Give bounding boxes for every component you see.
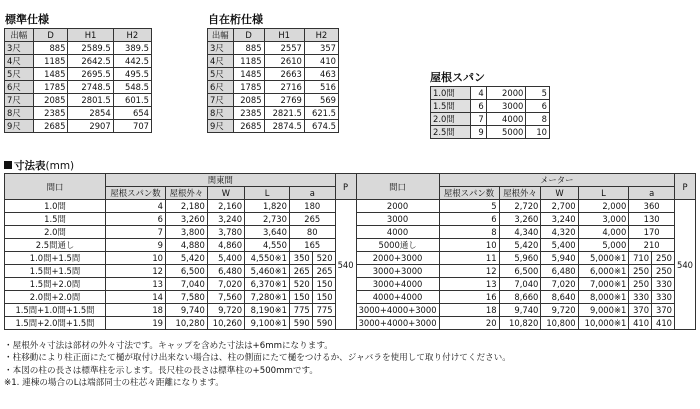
row-label: 9尺 [5, 120, 34, 133]
kanto-maguchi: 1.5間+1.0間+1.5間 [5, 304, 106, 317]
meter-cell: 9,000※1 [578, 304, 629, 317]
kanto-cell: 7,040 [166, 278, 208, 291]
table-cell: 410 [304, 55, 338, 68]
meter-cell: 9,740 [499, 304, 541, 317]
table-cell: 2907 [68, 120, 113, 133]
dimension-unit: (mm) [45, 160, 75, 172]
row-label: 3尺 [5, 42, 34, 55]
column-header: H1 [68, 29, 113, 42]
meter-cell: 170 [629, 226, 675, 239]
kanto-header: 関東間 [106, 174, 336, 187]
kanto-cell: 7,560 [207, 291, 244, 304]
table-cell: 2000 [486, 87, 526, 100]
meter-cell: 330 [652, 291, 675, 304]
roof-span-table [430, 86, 550, 139]
meter-cell: 10 [439, 239, 499, 252]
row-label: 3尺 [208, 42, 234, 55]
kanto-col-header: 屋根外々 [166, 187, 208, 200]
roof-span-title: 屋根スパン [430, 71, 485, 84]
kanto-cell: 3,260 [166, 213, 208, 226]
meter-cell: 2,720 [499, 200, 541, 213]
meter-cell: 6,480 [541, 265, 578, 278]
kanto-col-header: W [207, 187, 244, 200]
meter-maguchi: 2000+3000 [356, 252, 439, 265]
meter-cell: 360 [629, 200, 675, 213]
table-cell: 2085 [33, 94, 68, 107]
table-cell: 601.5 [113, 94, 151, 107]
meter-cell: 11 [439, 252, 499, 265]
kanto-cell: 12 [106, 265, 166, 278]
meter-cell: 3,260 [499, 213, 541, 226]
table-cell: 495.5 [113, 68, 151, 81]
table-cell: 2610 [264, 55, 304, 68]
kanto-cell: 4,550 [245, 239, 290, 252]
row-label: 2.5間 [431, 126, 471, 139]
kanto-cell: 2,730 [245, 213, 290, 226]
meter-cell: 5,400 [541, 239, 578, 252]
table-cell: 3000 [486, 100, 526, 113]
meter-cell: 7,000※1 [578, 278, 629, 291]
table-row [208, 81, 339, 94]
kanto-cell: 150 [312, 278, 335, 291]
meter-cell: 370 [652, 304, 675, 317]
table-cell: 885 [33, 42, 68, 55]
meter-cell: 2,700 [541, 200, 578, 213]
meter-cell: 7,020 [541, 278, 578, 291]
meter-maguchi: 3000 [356, 213, 439, 226]
meter-col-header: L [578, 187, 629, 200]
meter-cell: 250 [652, 265, 675, 278]
meter-header: メーター [439, 174, 674, 187]
dimension-table-title [4, 158, 74, 173]
note-line: ・屋根外々寸法は部材の外々寸法です。キャップを含めた寸法は+6mmになります。 [4, 341, 333, 351]
kanto-maguchi: 2.5間通し [5, 239, 106, 252]
row-label: 1.5間 [431, 100, 471, 113]
table-cell: 2748.5 [68, 81, 113, 94]
meter-cell: 4,000 [578, 226, 629, 239]
row-label: 8尺 [208, 107, 234, 120]
meter-cell: 130 [629, 213, 675, 226]
kanto-maguchi: 1.5間+1.5間 [5, 265, 106, 278]
column-header: H2 [304, 29, 338, 42]
table-cell: 442.5 [113, 55, 151, 68]
kanto-cell: 4,880 [166, 239, 208, 252]
column-header: H1 [264, 29, 304, 42]
standard-spec-title: 標準仕様 [5, 13, 49, 26]
table-cell: 5000 [486, 126, 526, 139]
row-label: 2.0間 [431, 113, 471, 126]
table-cell: 7 [471, 113, 487, 126]
table-cell: 1785 [33, 81, 68, 94]
kanto-cell: 6,500 [166, 265, 208, 278]
table-cell: 2589.5 [68, 42, 113, 55]
col-p-kanto: P [335, 174, 356, 200]
table-row [208, 120, 339, 133]
table-cell: 548.5 [113, 81, 151, 94]
table-row [5, 42, 152, 55]
kanto-cell: 7 [106, 226, 166, 239]
kanto-cell: 13 [106, 278, 166, 291]
table-cell: 2085 [233, 94, 264, 107]
col-maguchi-kanto: 間口 [5, 174, 106, 200]
table-cell: 1485 [233, 68, 264, 81]
kanto-cell: 6,370※1 [245, 278, 290, 291]
kanto-cell: 10,260 [207, 317, 244, 330]
table-row [431, 113, 550, 126]
table-cell: 9 [471, 126, 487, 139]
meter-cell: 410 [629, 317, 652, 330]
kanto-cell: 8,190※1 [245, 304, 290, 317]
table-row [5, 68, 152, 81]
table-cell: 2385 [33, 107, 68, 120]
meter-cell: 330 [652, 278, 675, 291]
kanto-maguchi: 2.0間 [5, 226, 106, 239]
meter-cell: 8,640 [541, 291, 578, 304]
meter-maguchi: 3000+3000 [356, 265, 439, 278]
row-label: 7尺 [5, 94, 34, 107]
table-cell: 2801.5 [68, 94, 113, 107]
table-cell: 1485 [33, 68, 68, 81]
table-cell: 2685 [33, 120, 68, 133]
table-cell: 463 [304, 68, 338, 81]
meter-maguchi: 2000 [356, 200, 439, 213]
kanto-cell: 350 [289, 252, 312, 265]
meter-cell: 3,000 [578, 213, 629, 226]
table-cell: 654 [113, 107, 151, 120]
meter-cell: 4,340 [499, 226, 541, 239]
meter-cell: 4,320 [541, 226, 578, 239]
meter-maguchi: 5000通し [356, 239, 439, 252]
square-bullet-icon [4, 161, 12, 169]
kanto-cell: 165 [289, 239, 335, 252]
table-row [431, 100, 550, 113]
column-header: H2 [113, 29, 151, 42]
dimension-table [4, 173, 696, 330]
meter-cell: 9,720 [541, 304, 578, 317]
kanto-col-header: L [245, 187, 290, 200]
kanto-cell: 5,400 [207, 252, 244, 265]
table-cell: 621.5 [304, 107, 338, 120]
kanto-maguchi: 1.5間+2.0間+1.5間 [5, 317, 106, 330]
table-cell: 8 [526, 113, 550, 126]
kanto-cell: 150 [289, 291, 312, 304]
col-maguchi-meter: 間口 [356, 174, 439, 200]
kanto-cell: 265 [312, 265, 335, 278]
table-row [5, 94, 152, 107]
kanto-maguchi: 2.0間+2.0間 [5, 291, 106, 304]
kanto-cell: 775 [312, 304, 335, 317]
table-cell: 516 [304, 81, 338, 94]
table-cell: 2557 [264, 42, 304, 55]
row-label: 4尺 [5, 55, 34, 68]
meter-col-header: 屋根スパン数 [439, 187, 499, 200]
meter-maguchi: 3000+4000 [356, 278, 439, 291]
kanto-cell: 520 [312, 252, 335, 265]
kanto-cell: 14 [106, 291, 166, 304]
row-label: 9尺 [208, 120, 234, 133]
kanto-cell: 9,100※1 [245, 317, 290, 330]
dimension-title-text: 寸法表 [14, 160, 46, 172]
kanto-cell: 775 [289, 304, 312, 317]
meter-col-header: 屋根外々 [499, 187, 541, 200]
row-label: 7尺 [208, 94, 234, 107]
meter-maguchi: 4000 [356, 226, 439, 239]
table-row [208, 42, 339, 55]
kanto-cell: 10,280 [166, 317, 208, 330]
table-cell: 5 [526, 87, 550, 100]
table-cell: 357 [304, 42, 338, 55]
table-cell: 4000 [486, 113, 526, 126]
table-cell: 6 [471, 100, 487, 113]
row-label: 8尺 [5, 107, 34, 120]
column-header: 出幅 [5, 29, 34, 42]
kanto-cell: 7,280※1 [245, 291, 290, 304]
meter-cell: 710 [629, 252, 652, 265]
meter-cell: 5,420 [499, 239, 541, 252]
meter-cell: 6 [439, 213, 499, 226]
kanto-cell: 80 [289, 226, 335, 239]
meter-cell: 370 [629, 304, 652, 317]
table-cell: 1785 [233, 81, 264, 94]
kanto-cell: 520 [289, 278, 312, 291]
meter-cell: 250 [652, 252, 675, 265]
table-row [5, 55, 152, 68]
kanto-cell: 9,740 [166, 304, 208, 317]
table-cell: 2685 [233, 120, 264, 133]
table-cell: 389.5 [113, 42, 151, 55]
kanto-cell: 19 [106, 317, 166, 330]
kanto-cell: 180 [289, 200, 335, 213]
kanto-cell: 3,780 [207, 226, 244, 239]
meter-cell: 330 [629, 291, 652, 304]
kanto-cell: 6,480 [207, 265, 244, 278]
table-cell: 6 [526, 100, 550, 113]
kanto-cell: 590 [312, 317, 335, 330]
meter-cell: 5,000※1 [578, 252, 629, 265]
table-cell: 2716 [264, 81, 304, 94]
table-cell: 569 [304, 94, 338, 107]
table-row [208, 55, 339, 68]
meter-maguchi: 3000+4000+3000 [356, 317, 439, 330]
meter-cell: 210 [629, 239, 675, 252]
meter-cell: 2,000 [578, 200, 629, 213]
meter-cell: 6,000※1 [578, 265, 629, 278]
kanto-maguchi: 1.0間+1.5間 [5, 252, 106, 265]
note-line: ・柱移動により柱正面にたて樋が取付け出来ない場合は、柱の側面にたて樋をつけるか、ジャバラを使用して取り付けてください。 [4, 353, 511, 364]
meter-cell: 18 [439, 304, 499, 317]
kanto-cell: 3,800 [166, 226, 208, 239]
table-row [5, 120, 152, 133]
table-cell: 674.5 [304, 120, 338, 133]
table-cell: 2663 [264, 68, 304, 81]
table-row [208, 107, 339, 120]
meter-cell: 250 [629, 278, 652, 291]
kanto-cell: 9,720 [207, 304, 244, 317]
table-row [431, 87, 550, 100]
table-cell: 707 [113, 120, 151, 133]
kanto-col-header: a [289, 187, 335, 200]
meter-cell: 5,000 [578, 239, 629, 252]
table-cell: 2874.5 [264, 120, 304, 133]
table-row [5, 107, 152, 120]
kanto-cell: 9 [106, 239, 166, 252]
meter-cell: 20 [439, 317, 499, 330]
meter-cell: 10,820 [499, 317, 541, 330]
meter-cell: 10,000※1 [578, 317, 629, 330]
kanto-cell: 2,180 [166, 200, 208, 213]
kanto-cell: 3,640 [245, 226, 290, 239]
kanto-cell: 1,820 [245, 200, 290, 213]
kanto-col-header: 屋根スパン数 [106, 187, 166, 200]
table-cell: 4 [471, 87, 487, 100]
kanto-p-value: 540 [335, 200, 356, 330]
kanto-cell: 5,420 [166, 252, 208, 265]
table-cell: 10 [526, 126, 550, 139]
table-cell: 2821.5 [264, 107, 304, 120]
meter-p-value: 540 [675, 200, 696, 330]
column-header: 出幅 [208, 29, 234, 42]
row-label: 5尺 [208, 68, 234, 81]
row-label: 6尺 [208, 81, 234, 94]
table-cell: 2385 [233, 107, 264, 120]
table-row [5, 81, 152, 94]
row-label: 6尺 [5, 81, 34, 94]
kanto-maguchi: 1.5間 [5, 213, 106, 226]
table-cell: 2769 [264, 94, 304, 107]
meter-cell: 16 [439, 291, 499, 304]
kanto-cell: 10 [106, 252, 166, 265]
row-label: 1.0間 [431, 87, 471, 100]
kanto-cell: 7,020 [207, 278, 244, 291]
free-beam-spec-table [207, 28, 339, 133]
meter-cell: 250 [629, 265, 652, 278]
kanto-cell: 150 [312, 291, 335, 304]
kanto-cell: 7,580 [166, 291, 208, 304]
table-cell: 2695.5 [68, 68, 113, 81]
column-header: D [33, 29, 68, 42]
col-p-meter: P [675, 174, 696, 200]
meter-cell: 3,240 [541, 213, 578, 226]
kanto-cell: 4,550※1 [245, 252, 290, 265]
table-row [208, 68, 339, 81]
row-label: 5尺 [5, 68, 34, 81]
meter-cell: 7,040 [499, 278, 541, 291]
kanto-cell: 6 [106, 213, 166, 226]
kanto-maguchi: 1.0間 [5, 200, 106, 213]
kanto-cell: 4 [106, 200, 166, 213]
table-cell: 2642.5 [68, 55, 113, 68]
kanto-cell: 3,240 [207, 213, 244, 226]
meter-maguchi: 3000+4000+3000 [356, 304, 439, 317]
table-row [431, 126, 550, 139]
meter-col-header: W [541, 187, 578, 200]
meter-cell: 8 [439, 226, 499, 239]
notes-block [4, 340, 511, 390]
kanto-cell: 590 [289, 317, 312, 330]
meter-col-header: a [629, 187, 675, 200]
note-line: ・本図の柱の長さは標準柱を示します。長尺柱の長さは標準柱の+500mmです。 [4, 365, 318, 376]
meter-cell: 5 [439, 200, 499, 213]
table-row [5, 200, 696, 213]
table-cell: 2854 [68, 107, 113, 120]
free-beam-spec-title: 自在桁仕様 [208, 13, 263, 26]
table-cell: 1185 [33, 55, 68, 68]
meter-cell: 12 [439, 265, 499, 278]
note-line: ※1. 連棟の場合のLは端部同士の柱芯々距離になります。 [4, 378, 224, 389]
kanto-maguchi: 1.5間+2.0間 [5, 278, 106, 291]
kanto-cell: 265 [289, 213, 335, 226]
table-cell: 1185 [233, 55, 264, 68]
meter-cell: 5,940 [541, 252, 578, 265]
meter-cell: 10,800 [541, 317, 578, 330]
table-cell: 885 [233, 42, 264, 55]
kanto-cell: 265 [289, 265, 312, 278]
kanto-cell: 2,160 [207, 200, 244, 213]
kanto-cell: 18 [106, 304, 166, 317]
row-label: 4尺 [208, 55, 234, 68]
column-header: D [233, 29, 264, 42]
meter-cell: 13 [439, 278, 499, 291]
meter-cell: 6,500 [499, 265, 541, 278]
standard-spec-table [4, 28, 152, 133]
kanto-cell: 5,460※1 [245, 265, 290, 278]
meter-cell: 8,660 [499, 291, 541, 304]
meter-cell: 8,000※1 [578, 291, 629, 304]
kanto-cell: 4,860 [207, 239, 244, 252]
meter-cell: 410 [652, 317, 675, 330]
meter-cell: 5,960 [499, 252, 541, 265]
meter-maguchi: 4000+4000 [356, 291, 439, 304]
table-row [208, 94, 339, 107]
